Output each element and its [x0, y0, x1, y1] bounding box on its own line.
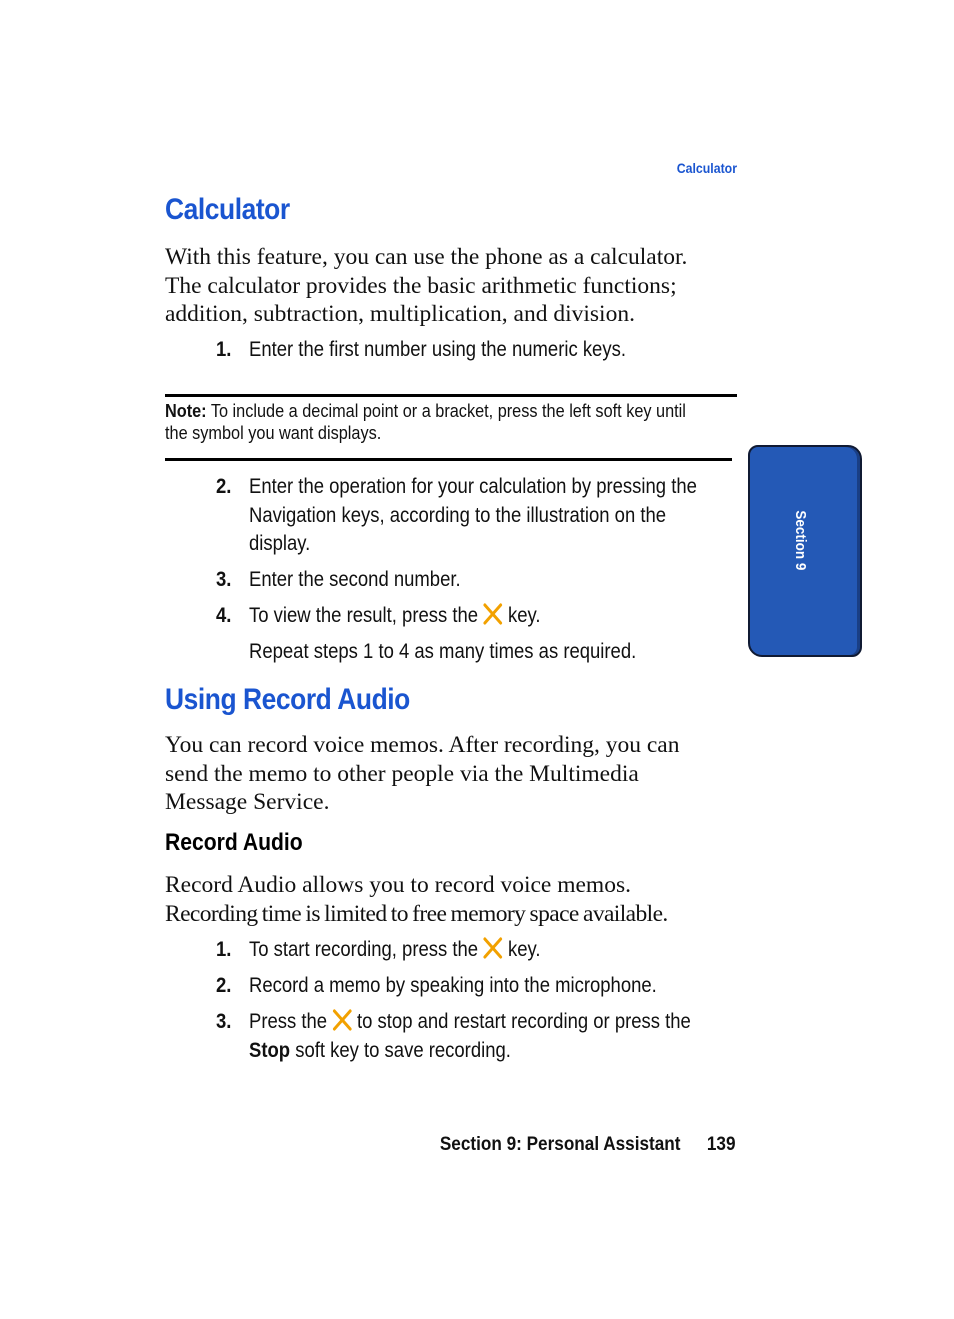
step-text — [249, 602, 733, 631]
record-intro — [165, 731, 745, 817]
step-text: Enter the second number. — [249, 568, 461, 591]
step-number: 3. — [216, 568, 232, 591]
intro-line: Record Audio allows you to record voice memos. — [165, 872, 631, 898]
step-number: 1. — [216, 938, 232, 961]
page-number: 139 — [706, 1133, 736, 1155]
step-text-part: soft key to save recording. — [295, 1038, 511, 1062]
step-text — [249, 473, 733, 559]
note — [165, 400, 728, 443]
intro-line: Message Service. — [165, 789, 330, 816]
stop-softkey-label: Stop — [249, 1038, 291, 1062]
step-text-part: to stop and restart recording or press the — [356, 1010, 691, 1033]
calculator-heading: Calculator — [165, 193, 290, 226]
step-text: Repeat steps 1 to 4 as many times as required. — [249, 640, 637, 663]
running-header: Calculator — [676, 160, 737, 176]
intro-line: With this feature, you can use the phone as a calculator. — [165, 244, 688, 270]
step-line: Navigation keys, according to the illustration on the — [249, 503, 667, 527]
intro-line: You can record voice memos. After recording, you can — [165, 732, 680, 758]
footer-section: Section 9: Personal Assistant — [439, 1133, 681, 1155]
note-top-rule — [165, 394, 737, 397]
ok-key-icon — [482, 602, 505, 626]
record-section-heading: Using Record Audio — [165, 683, 410, 716]
note-text: the symbol you want displays. — [165, 421, 382, 443]
step-text — [249, 936, 733, 965]
section-tab — [748, 445, 862, 657]
ok-key-icon — [331, 1008, 354, 1032]
section-tab-label: Section 9 — [792, 510, 809, 571]
step-line: Enter the operation for your calculation by pressing the — [249, 475, 697, 498]
intro-line: send the memo to other people via the Multimedia — [165, 760, 639, 787]
note-bottom-rule — [165, 458, 732, 461]
intro-line: The calculator provides the basic arithmetic functions; — [165, 272, 677, 299]
step-number: 4. — [216, 604, 232, 627]
step-text: Record a memo by speaking into the microphone. — [249, 974, 657, 997]
step-number: 2. — [216, 974, 232, 997]
step-line: display. — [249, 532, 311, 555]
step-text-part: To start recording, press the — [249, 938, 479, 961]
step-text — [249, 1008, 733, 1065]
step-number: 3. — [216, 1010, 232, 1033]
calculator-intro — [165, 243, 745, 329]
step-number: 2. — [216, 475, 232, 498]
page-footer — [439, 1133, 736, 1156]
step-text: Enter the first number using the numeric keys. — [249, 338, 626, 361]
step-text-part: key. — [507, 604, 541, 627]
step-text-part: To view the result, press the — [249, 604, 479, 627]
step-text-part: key. — [507, 938, 541, 961]
intro-line: Recording time is limited to free memory space available. — [165, 900, 668, 927]
record-sub-intro — [165, 871, 745, 928]
note-label: Note: — [165, 400, 207, 421]
ok-key-icon — [482, 936, 505, 960]
note-text: To include a decimal point or a bracket, press the left soft key until — [210, 400, 686, 421]
intro-line: addition, subtraction, multiplication, and division. — [165, 301, 635, 328]
step-number: 1. — [216, 338, 232, 361]
step-text-part: Press the — [249, 1010, 328, 1033]
record-audio-subheading: Record Audio — [165, 829, 303, 856]
